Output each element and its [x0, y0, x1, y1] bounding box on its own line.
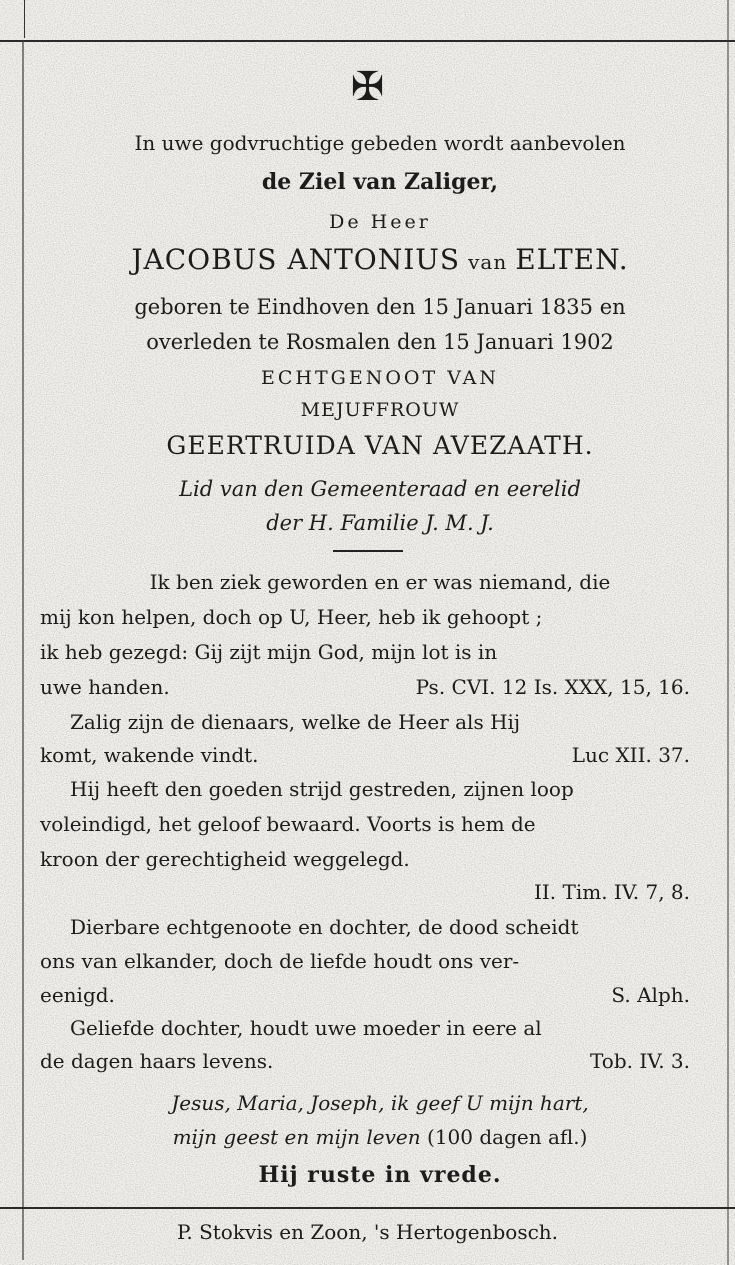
verse-1-reference: Ps. CVI. 12 Is. XXX, 15, 16.	[415, 675, 690, 699]
role-line-1: Lid van den Gemeenteraad en eerelid	[179, 477, 581, 501]
verse-5-line-2	[40, 1046, 720, 1076]
bottom-border-line	[0, 1207, 735, 1209]
top-border-line	[0, 40, 735, 42]
verse-1-text-end: uwe handen.	[40, 675, 170, 699]
left-border-line	[22, 40, 24, 1260]
miss-line: MEJUFFROUW	[300, 399, 460, 421]
verse-5-reference: Tob. IV. 3.	[590, 1049, 690, 1073]
top-left-tick-mark	[24, 0, 25, 38]
verse-5-text-end: de dagen haars levens.	[40, 1049, 274, 1073]
verse-3-reference: II. Tim. IV. 7, 8.	[533, 880, 690, 904]
deceased-name	[40, 245, 720, 278]
prayer-line-1: Jesus, Maria, Joseph, ik geef U mijn hart,	[171, 1091, 589, 1115]
soul-line: de Ziel van Zaliger,	[261, 169, 499, 195]
verse-2-line-2	[40, 740, 720, 770]
birth-line: geboren te Eindhoven den 15 Januari 1835 en	[134, 295, 626, 319]
rest-in-peace-line: Hij ruste in vrede.	[258, 1162, 502, 1188]
death-line: overleden te Rosmalen den 15 Januari 1902	[146, 330, 614, 354]
verse-1-line-4	[40, 672, 720, 702]
verse-3-line-2: voleindigd, het geloof bewaard. Voorts is hem de	[40, 812, 536, 836]
title-line: De Heer	[329, 211, 431, 233]
spouse-name: GEERTRUIDA VAN AVEZAATH.	[166, 431, 594, 460]
verse-5-line-1: Geliefde dochter, houdt uwe moeder in eere al	[70, 1016, 542, 1040]
role-line-2: der H. Familie J. M. J.	[266, 511, 494, 535]
verse-2-text-end: komt, wakende vindt.	[40, 743, 259, 767]
verse-1-line-2: mij kon helpen, doch op U, Heer, heb ik gehoopt ;	[40, 605, 543, 629]
prayer-text-end: mijn geest en mijn leven	[172, 1125, 421, 1149]
verse-4-line-1: Dierbare echtgenoote en dochter, de dood scheidt	[70, 915, 579, 939]
prayer-line-2	[40, 1122, 720, 1152]
intro-line: In uwe godvruchtige gebeden wordt aanbevolen	[134, 131, 626, 155]
cross-icon: ✠	[350, 64, 385, 110]
verse-3-line-1: Hij heeft den goeden strijd gestreden, zijnen loop	[70, 777, 574, 801]
verse-2-line-1: Zalig zijn de dienaars, welke de Heer als Hij	[70, 710, 521, 734]
right-border-line	[727, 0, 729, 1265]
indulgence-note: (100 dagen afl.)	[427, 1125, 588, 1149]
spouse-of-line: ECHTGENOOT VAN	[261, 367, 499, 389]
name-part-2: van	[468, 250, 508, 274]
verse-4-text-end: eenigd.	[40, 983, 115, 1007]
printer-imprint: P. Stokvis en Zoon, 's Hertogenbosch.	[176, 1220, 559, 1244]
divider-rule	[333, 550, 403, 552]
name-part-3: ELTEN.	[515, 243, 629, 276]
verse-4-line-2: ons van elkander, doch de liefde houdt ons ver-	[40, 949, 520, 973]
verse-2-reference: Luc XII. 37.	[571, 743, 690, 767]
verse-3-line-3: kroon der gerechtigheid weggelegd.	[40, 847, 410, 871]
verse-1-line-3: ik heb gezegd: Gij zijt mijn God, mijn lot is in	[40, 640, 498, 664]
verse-4-reference: S. Alph.	[611, 983, 690, 1007]
verse-4-line-3	[40, 980, 720, 1010]
verse-1-line-1: Ik ben ziek geworden en er was niemand, die	[149, 570, 611, 594]
name-part-1: JACOBUS ANTONIUS	[131, 243, 461, 276]
